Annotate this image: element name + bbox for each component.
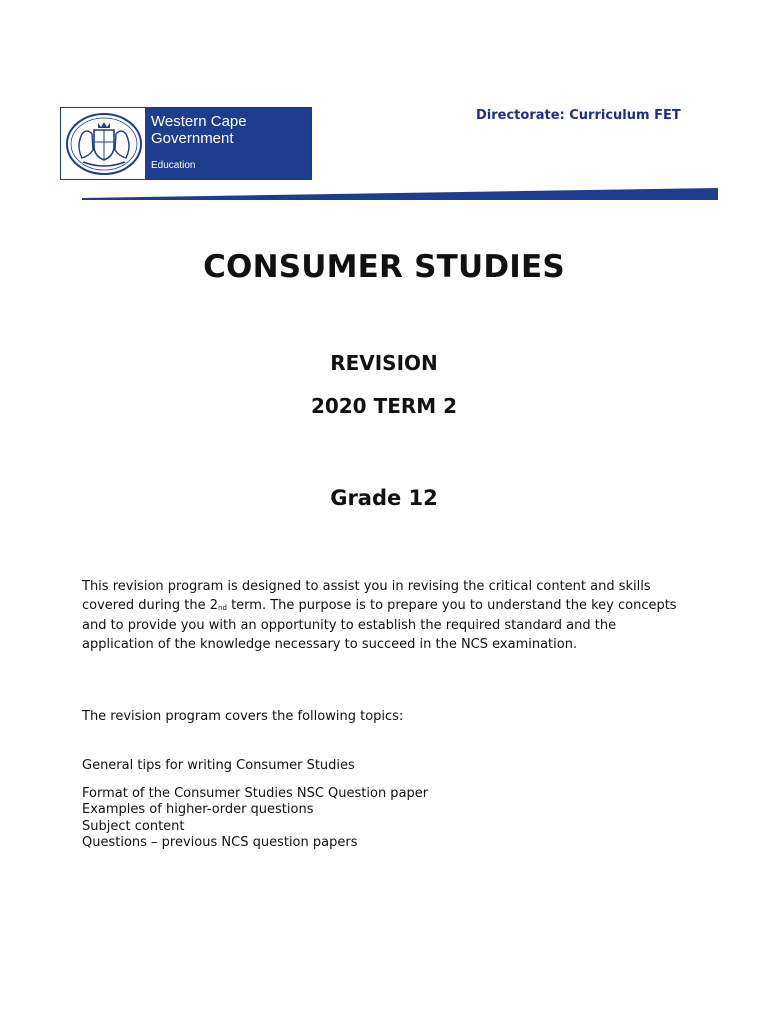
topic-item: Examples of higher-order questions — [82, 802, 314, 818]
document-title: CONSUMER STUDIES — [203, 249, 565, 285]
document-subtitle: REVISION — [330, 351, 438, 375]
intro-paragraph — [82, 578, 682, 654]
intro-text-start: This revision program is designed to assist you in revising the critical content and skills covered during the 2 — [82, 579, 651, 613]
topics-intro: The revision program covers the following topics: — [82, 709, 404, 724]
government-logo — [60, 107, 312, 180]
topic-list — [82, 786, 428, 851]
document-term: 2020 TERM 2 — [310, 394, 458, 418]
logo-name-line1: Western Cape — [151, 113, 247, 130]
topic-item: Questions – previous NCS question papers — [82, 834, 358, 850]
document-grade: Grade 12 — [330, 486, 438, 510]
header-divider — [82, 188, 718, 200]
logo-department: Education — [151, 160, 196, 171]
intro-text-end: term. The purpose is to prepare you to understand the key concepts and to provide you with an opportunity to establish the required standard and the application of the knowledge necessary to succeed in the NCS examination. — [82, 597, 677, 652]
logo-text-panel — [145, 108, 311, 179]
topic-item: Subject content — [82, 818, 185, 834]
topic-item: Format of the Consumer Studies NSC Question paper — [82, 786, 429, 801]
directorate-label: Directorate: Curriculum FET — [476, 108, 681, 123]
logo-name-line2: Government — [151, 130, 234, 147]
ordinal-suffix: nd — [218, 603, 227, 612]
coat-of-arms-icon — [63, 110, 145, 177]
topic-item: General tips for writing Consumer Studies — [82, 758, 355, 773]
